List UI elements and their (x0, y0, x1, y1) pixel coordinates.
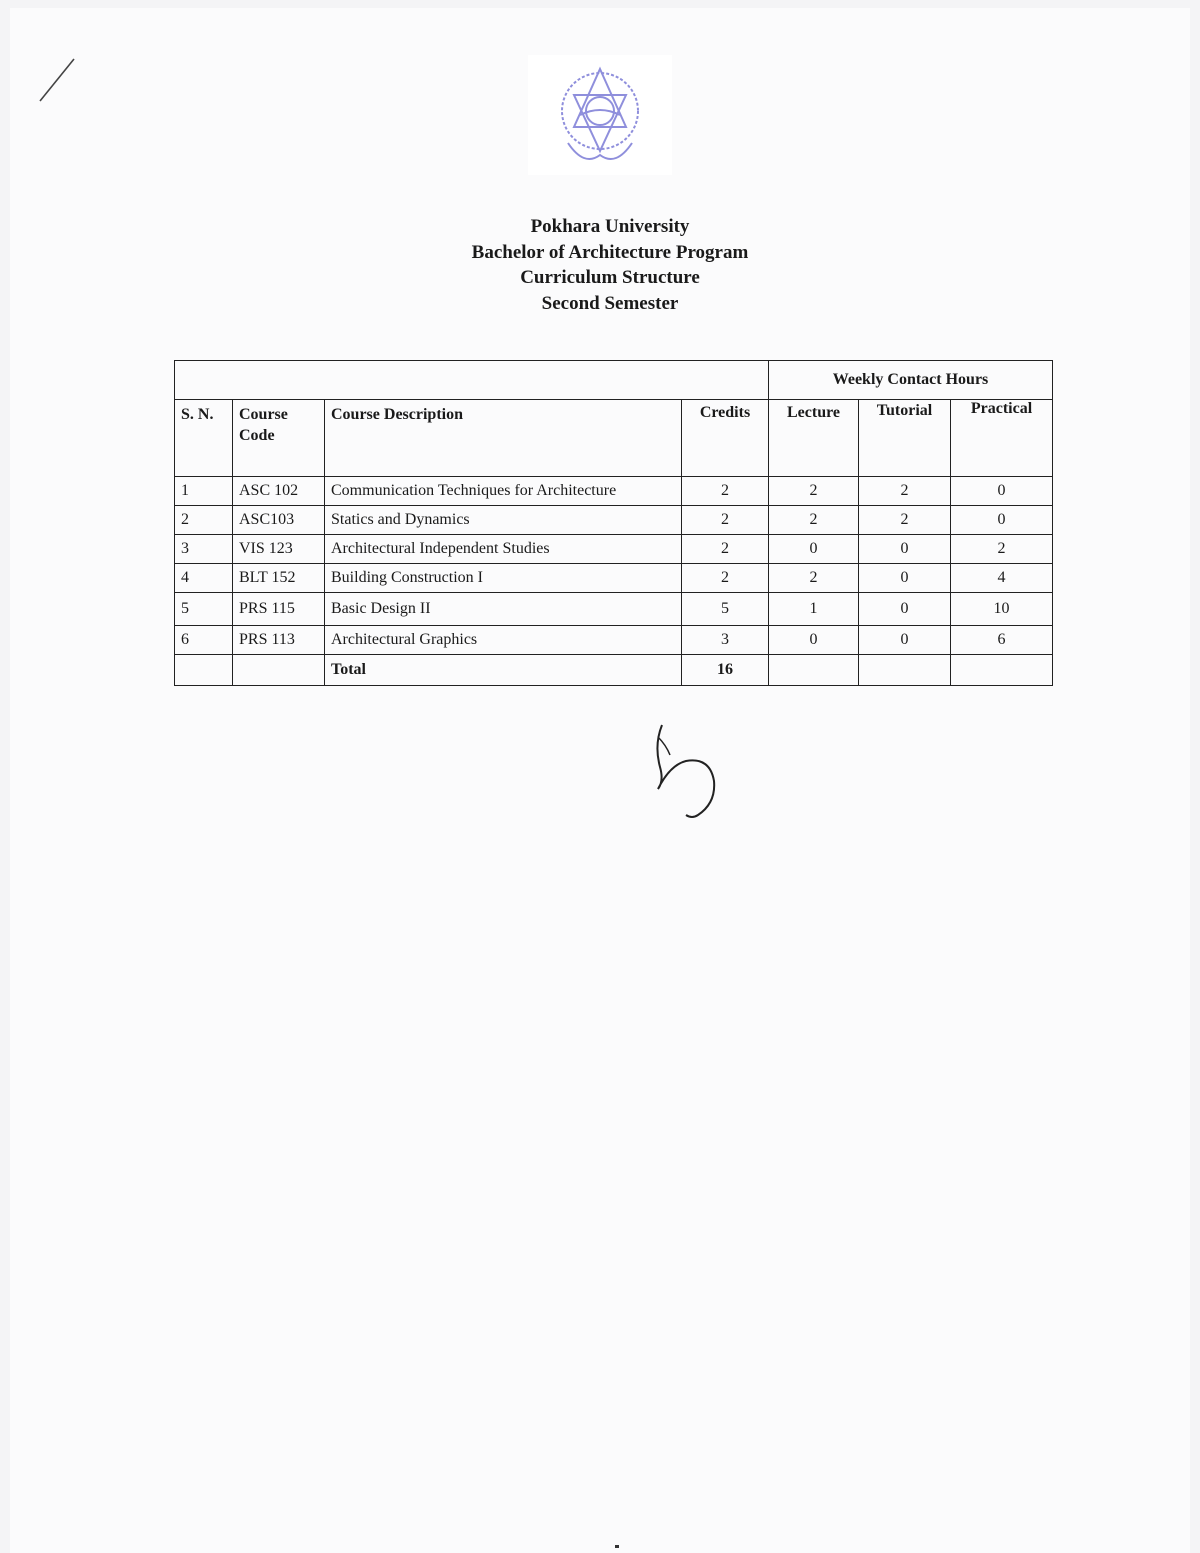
cell-practical: 2 (951, 535, 1053, 564)
page-speck (615, 1545, 619, 1548)
cell-course-code: BLT 152 (233, 564, 325, 593)
total-label: Total (325, 655, 682, 686)
cell-credits: 2 (682, 535, 769, 564)
table-total-row (175, 655, 1053, 686)
cell-practical: 4 (951, 564, 1053, 593)
cell-empty (951, 655, 1053, 686)
cell-empty (233, 655, 325, 686)
cell-credits: 2 (682, 506, 769, 535)
cell-credits: 2 (682, 477, 769, 506)
header-course-description: Course Description (325, 400, 682, 477)
table-header-row (175, 400, 1053, 477)
cell-tutorial: 2 (859, 477, 951, 506)
cell-empty (175, 655, 233, 686)
cell-empty (769, 655, 859, 686)
cell-tutorial: 2 (859, 506, 951, 535)
cell-sn: 5 (175, 593, 233, 626)
cell-course-code: VIS 123 (233, 535, 325, 564)
cell-course-description: Building Construction I (325, 564, 682, 593)
cell-credits: 2 (682, 564, 769, 593)
cell-empty (859, 655, 951, 686)
header-credits: Credits (682, 400, 769, 477)
university-name: Pokhara University (530, 216, 690, 237)
cell-tutorial: 0 (859, 626, 951, 655)
table-row (175, 506, 1053, 535)
weekly-contact-hours-header: Weekly Contact Hours (769, 361, 1053, 400)
header-lecture: Lecture (769, 400, 859, 477)
document-header (300, 214, 920, 316)
cell-tutorial: 0 (859, 535, 951, 564)
table-row (175, 477, 1053, 506)
curriculum-table (174, 360, 1053, 686)
header-course-code: Course Code (233, 400, 325, 477)
header-practical: Practical (951, 400, 1053, 477)
cell-course-code: PRS 115 (233, 593, 325, 626)
cell-course-description: Statics and Dynamics (325, 506, 682, 535)
program-name: Bachelor of Architecture Program (471, 241, 749, 263)
cell-tutorial: 0 (859, 564, 951, 593)
cell-course-code: ASC 102 (233, 477, 325, 506)
cell-practical: 10 (951, 593, 1053, 626)
cell-tutorial: 0 (859, 593, 951, 626)
cell-course-code: PRS 113 (233, 626, 325, 655)
table-group-header-row (175, 361, 1053, 400)
cell-practical: 0 (951, 506, 1053, 535)
header-sn: S. N. (175, 400, 233, 477)
cell-sn: 4 (175, 564, 233, 593)
cell-lecture: 0 (769, 626, 859, 655)
table-row (175, 535, 1053, 564)
university-emblem-icon (528, 55, 672, 175)
cell-practical: 0 (951, 477, 1053, 506)
cell-sn: 1 (175, 477, 233, 506)
cell-course-code: ASC103 (233, 506, 325, 535)
cell-course-description: Architectural Independent Studies (325, 535, 682, 564)
cell-lecture: 2 (769, 564, 859, 593)
cell-credits: 3 (682, 626, 769, 655)
empty-header-cell (175, 361, 769, 400)
header-tutorial: Tutorial (859, 400, 951, 477)
table-row (175, 564, 1053, 593)
cell-course-description: Basic Design II (325, 593, 682, 626)
document-title: Curriculum Structure (520, 267, 700, 288)
table-row (175, 593, 1053, 626)
cell-sn: 3 (175, 535, 233, 564)
signature-icon (640, 715, 730, 820)
cell-course-description: Architectural Graphics (325, 626, 682, 655)
pen-mark-icon (34, 55, 79, 105)
cell-sn: 2 (175, 506, 233, 535)
cell-course-description: Communication Techniques for Architecture (325, 477, 682, 506)
semester-title: Second Semester (541, 292, 679, 314)
cell-lecture: 0 (769, 535, 859, 564)
cell-sn: 6 (175, 626, 233, 655)
cell-lecture: 1 (769, 593, 859, 626)
cell-lecture: 2 (769, 506, 859, 535)
cell-practical: 6 (951, 626, 1053, 655)
cell-lecture: 2 (769, 477, 859, 506)
total-credits: 16 (682, 655, 769, 686)
cell-credits: 5 (682, 593, 769, 626)
table-row (175, 626, 1053, 655)
